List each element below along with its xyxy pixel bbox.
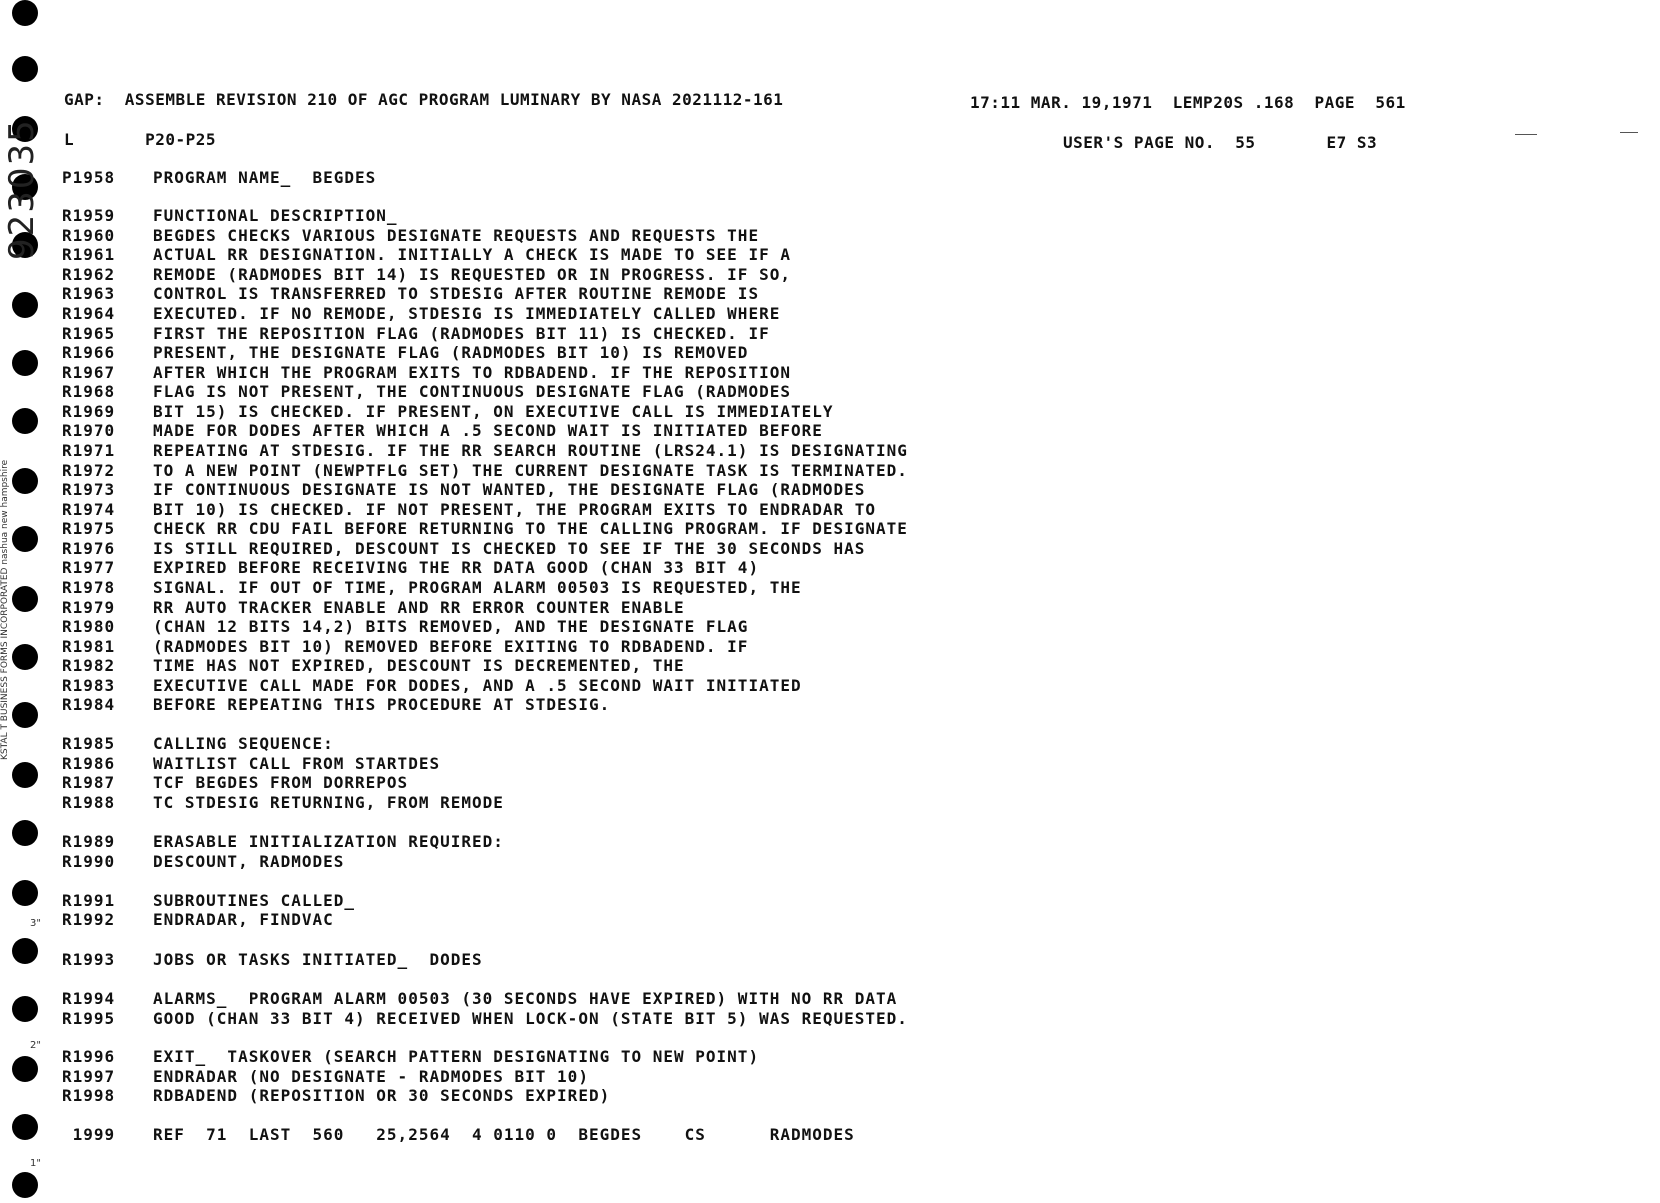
feed-hole — [12, 762, 38, 788]
line-text: CHECK RR CDU FAIL BEFORE RETURNING TO THE CALLING PROGRAM. IF DESIGNATE — [153, 519, 908, 538]
listing-line — [62, 617, 748, 636]
line-number: R1996 — [62, 1047, 116, 1066]
line-number: 1999 — [62, 1125, 116, 1144]
line-text: ACTUAL RR DESIGNATION. INITIALLY A CHECK IS MADE TO SEE IF A — [153, 245, 791, 264]
margin-dash — [1620, 132, 1638, 133]
listing-line — [62, 558, 759, 577]
feed-hole — [12, 468, 38, 494]
feed-hole — [12, 644, 38, 670]
listing-line — [62, 637, 748, 656]
margin-vendor-text: KSTAL T BUSINESS FORMS INCORPORATED nashua new hampshire — [0, 459, 10, 760]
feed-hole — [12, 938, 38, 964]
line-text: PRESENT, THE DESIGNATE FLAG (RADMODES BIT 10) IS REMOVED — [153, 343, 749, 362]
line-number: R1970 — [62, 421, 116, 440]
line-text: TIME HAS NOT EXPIRED, DESCOUNT IS DECREMENTED, THE — [153, 656, 685, 675]
line-number: P1958 — [62, 168, 116, 187]
listing-line — [62, 656, 685, 675]
header-timestamp-page: 17:11 MAR. 19,1971 LEMP20S .168 PAGE 561 — [970, 93, 1406, 112]
line-number: R1975 — [62, 519, 116, 538]
listing-line — [62, 793, 504, 812]
line-number: R1995 — [62, 1009, 116, 1028]
feed-hole — [12, 350, 38, 376]
feed-hole — [12, 56, 38, 82]
line-text: RR AUTO TRACKER ENABLE AND RR ERROR COUNTER ENABLE — [153, 598, 685, 617]
feed-hole — [12, 1114, 38, 1140]
line-text: RDBADEND (REPOSITION OR 30 SECONDS EXPIRED) — [153, 1086, 611, 1105]
line-number: R1961 — [62, 245, 116, 264]
line-text: (RADMODES BIT 10) REMOVED BEFORE EXITING TO RDBADEND. IF — [153, 637, 749, 656]
feed-hole — [12, 0, 38, 26]
line-number: R1976 — [62, 539, 116, 558]
line-text: JOBS OR TASKS INITIATED_ DODES — [153, 950, 483, 969]
line-number: R1977 — [62, 558, 116, 577]
line-text: PROGRAM NAME_ BEGDES — [153, 168, 377, 187]
listing-line — [62, 441, 908, 460]
listing-line — [62, 910, 334, 929]
line-number: R1962 — [62, 265, 116, 284]
header-title: GAP: ASSEMBLE REVISION 210 OF AGC PROGRAM LUMINARY BY NASA 2021112-161 — [64, 90, 784, 109]
line-number: R1986 — [62, 754, 116, 773]
line-text: BIT 15) IS CHECKED. IF PRESENT, ON EXECUTIVE CALL IS IMMEDIATELY — [153, 402, 834, 421]
line-number: R1990 — [62, 852, 116, 871]
feed-hole — [12, 820, 38, 846]
line-number: R1988 — [62, 793, 116, 812]
feed-hole — [12, 996, 38, 1022]
listing-line — [62, 1086, 610, 1105]
listing-line — [62, 891, 355, 910]
line-text: TO A NEW POINT (NEWPTFLG SET) THE CURRENT DESIGNATE TASK IS TERMINATED. — [153, 461, 908, 480]
line-number: R1965 — [62, 324, 116, 343]
line-text: ENDRADAR, FINDVAC — [153, 910, 334, 929]
line-text: ERASABLE INITIALIZATION REQUIRED: — [153, 832, 504, 851]
line-number: R1968 — [62, 382, 116, 401]
line-text: FUNCTIONAL DESCRIPTION_ — [153, 206, 398, 225]
line-number: R1960 — [62, 226, 116, 245]
listing-line — [62, 500, 876, 519]
feed-hole — [12, 292, 38, 318]
line-number: R1973 — [62, 480, 116, 499]
line-number: R1994 — [62, 989, 116, 1008]
listing-line — [62, 168, 376, 187]
listing-line — [62, 206, 398, 225]
feed-hole — [12, 526, 38, 552]
listing-line — [62, 265, 791, 284]
feed-hole — [12, 1056, 38, 1082]
line-text: FLAG IS NOT PRESENT, THE CONTINUOUS DESIGNATE FLAG (RADMODES — [153, 382, 791, 401]
line-text: EXECUTED. IF NO REMODE, STDESIG IS IMMEDIATELY CALLED WHERE — [153, 304, 781, 323]
listing-line — [62, 852, 344, 871]
line-number: R1963 — [62, 284, 116, 303]
line-text: REPEATING AT STDESIG. IF THE RR SEARCH ROUTINE (LRS24.1) IS DESIGNATING — [153, 441, 908, 460]
line-number: R1987 — [62, 773, 116, 792]
margin-tick-2: 2" — [30, 1040, 41, 1051]
line-text: (CHAN 12 BITS 14,2) BITS REMOVED, AND THE DESIGNATE FLAG — [153, 617, 749, 636]
line-text: BEFORE REPEATING THIS PROCEDURE AT STDESIG. — [153, 695, 611, 714]
line-number: R1959 — [62, 206, 116, 225]
line-number: R1980 — [62, 617, 116, 636]
line-number: R1989 — [62, 832, 116, 851]
listing-line — [62, 402, 834, 421]
margin-dash — [1515, 134, 1537, 135]
listing-line — [62, 1009, 908, 1028]
line-text: REMODE (RADMODES BIT 14) IS REQUESTED OR IN PROGRESS. IF SO, — [153, 265, 791, 284]
line-text: SUBROUTINES CALLED_ — [153, 891, 356, 910]
line-text: AFTER WHICH THE PROGRAM EXITS TO RDBADEND. IF THE REPOSITION — [153, 363, 791, 382]
line-text: BEGDES CHECKS VARIOUS DESIGNATE REQUESTS AND REQUESTS THE — [153, 226, 760, 245]
line-text: REF 71 LAST 560 25,2564 4 0110 0 BEGDES CS RADMODES — [153, 1125, 855, 1144]
line-number: R1966 — [62, 343, 116, 362]
line-text: ALARMS_ PROGRAM ALARM 00503 (30 SECONDS HAVE EXPIRED) WITH NO RR DATA — [153, 989, 898, 1008]
listing-line — [62, 1125, 855, 1144]
line-text: DESCOUNT, RADMODES — [153, 852, 345, 871]
line-text: IS STILL REQUIRED, DESCOUNT IS CHECKED TO SEE IF THE 30 SECONDS HAS — [153, 539, 866, 558]
listing-line — [62, 950, 483, 969]
line-text: TCF BEGDES FROM DORREPOS — [153, 773, 409, 792]
line-number: R1992 — [62, 910, 116, 929]
listing-line — [62, 578, 802, 597]
listing-line — [62, 734, 334, 753]
margin-tick-1: 1" — [30, 1158, 41, 1169]
listing-line — [62, 343, 748, 362]
line-text: CONTROL IS TRANSFERRED TO STDESIG AFTER ROUTINE REMODE IS — [153, 284, 760, 303]
line-number: R1972 — [62, 461, 116, 480]
line-text: GOOD (CHAN 33 BIT 4) RECEIVED WHEN LOCK-ON (STATE BIT 5) WAS REQUESTED. — [153, 1009, 908, 1028]
line-number: R1984 — [62, 695, 116, 714]
line-text: EXPIRED BEFORE RECEIVING THE RR DATA GOOD (CHAN 33 BIT 4) — [153, 558, 760, 577]
listing-line — [62, 773, 408, 792]
feed-hole — [12, 1172, 38, 1198]
listing-line — [62, 480, 865, 499]
listing-line — [62, 245, 791, 264]
line-number: R1982 — [62, 656, 116, 675]
listing-line — [62, 304, 780, 323]
line-number: R1978 — [62, 578, 116, 597]
line-text: FIRST THE REPOSITION FLAG (RADMODES BIT 11) IS CHECKED. IF — [153, 324, 770, 343]
line-number: R1969 — [62, 402, 116, 421]
line-text: MADE FOR DODES AFTER WHICH A .5 SECOND WAIT IS INITIATED BEFORE — [153, 421, 823, 440]
feed-hole — [12, 702, 38, 728]
line-number: R1971 — [62, 441, 116, 460]
line-number: R1991 — [62, 891, 116, 910]
line-text: CALLING SEQUENCE: — [153, 734, 334, 753]
line-number: R1985 — [62, 734, 116, 753]
listing-line — [62, 382, 791, 401]
feed-hole — [12, 586, 38, 612]
line-text: WAITLIST CALL FROM STARTDES — [153, 754, 441, 773]
line-number: R1983 — [62, 676, 116, 695]
listing-line — [62, 226, 759, 245]
line-text: EXIT_ TASKOVER (SEARCH PATTERN DESIGNATING TO NEW POINT) — [153, 1047, 760, 1066]
listing-line — [62, 676, 802, 695]
line-number: R1967 — [62, 363, 116, 382]
listing-line — [62, 363, 791, 382]
listing-line — [62, 539, 865, 558]
line-number: R1993 — [62, 950, 116, 969]
line-number: R1974 — [62, 500, 116, 519]
line-number: R1998 — [62, 1086, 116, 1105]
listing-line — [62, 695, 610, 714]
listing-line — [62, 1067, 589, 1086]
line-number: R1997 — [62, 1067, 116, 1086]
line-text: TC STDESIG RETURNING, FROM REMODE — [153, 793, 504, 812]
feed-hole — [12, 880, 38, 906]
feed-hole — [12, 408, 38, 434]
line-text: IF CONTINUOUS DESIGNATE IS NOT WANTED, THE DESIGNATE FLAG (RADMODES — [153, 480, 866, 499]
margin-stamp: 923035 — [2, 118, 42, 260]
listing-line — [62, 461, 908, 480]
line-number: R1979 — [62, 598, 116, 617]
listing-line — [62, 284, 759, 303]
header-section: L P20-P25 — [64, 130, 216, 149]
listing-line — [62, 1047, 759, 1066]
listing-line — [62, 598, 685, 617]
line-text: SIGNAL. IF OUT OF TIME, PROGRAM ALARM 00503 IS REQUESTED, THE — [153, 578, 802, 597]
listing-line — [62, 989, 897, 1008]
listing-line — [62, 421, 823, 440]
line-text: ENDRADAR (NO DESIGNATE - RADMODES BIT 10) — [153, 1067, 589, 1086]
listing-line — [62, 754, 440, 773]
listing-line — [62, 324, 770, 343]
listing-line — [62, 832, 504, 851]
header-users-page: USER'S PAGE NO. 55 E7 S3 — [1063, 133, 1378, 152]
line-number: R1981 — [62, 637, 116, 656]
line-number: R1964 — [62, 304, 116, 323]
listing-line — [62, 519, 908, 538]
margin-tick-3: 3" — [30, 918, 41, 929]
line-text: EXECUTIVE CALL MADE FOR DODES, AND A .5 SECOND WAIT INITIATED — [153, 676, 802, 695]
line-text: BIT 10) IS CHECKED. IF NOT PRESENT, THE PROGRAM EXITS TO ENDRADAR TO — [153, 500, 877, 519]
